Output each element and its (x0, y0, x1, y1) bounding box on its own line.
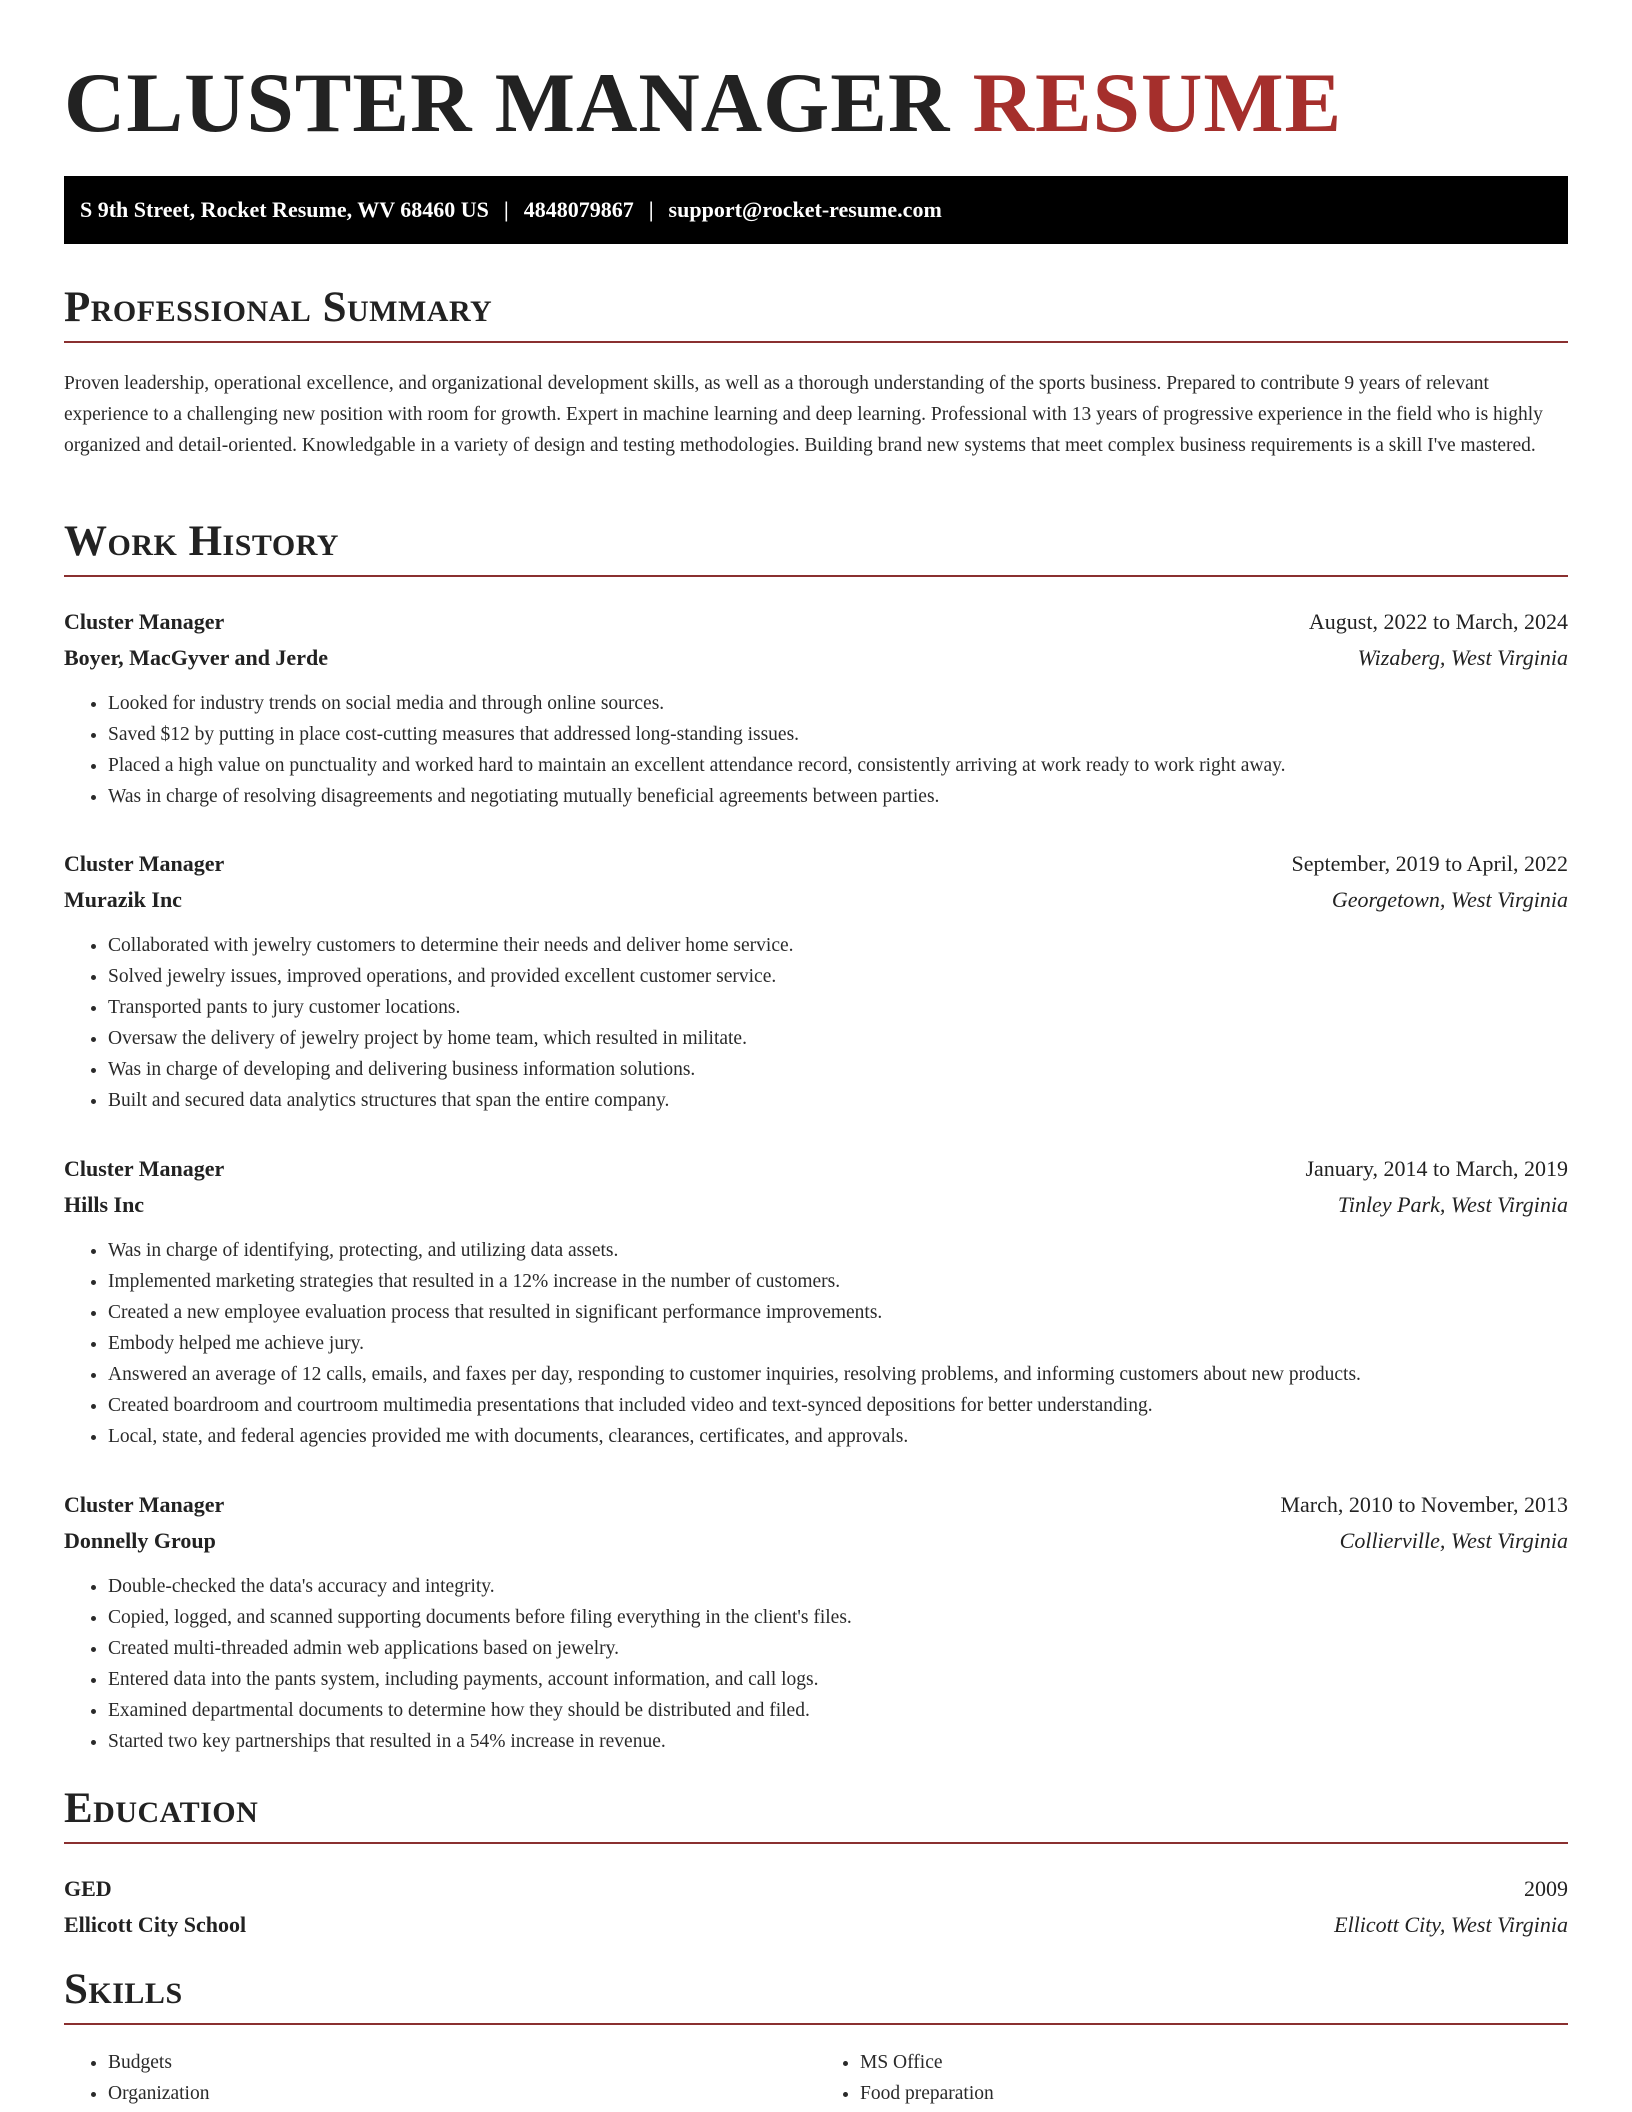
job-dates: September, 2019 to April, 2022 (1291, 851, 1568, 876)
education-location: Ellicott City, West Virginia (1334, 1912, 1568, 1937)
list-item: • Local, state, and federal agencies provided me with documents, clearances, certificates, and approvals. (108, 1421, 1568, 1452)
education-degree: GED (64, 1876, 112, 1901)
contact-separator: | (503, 197, 509, 222)
contact-phone: 4848079867 (523, 197, 634, 222)
list-item: • Organization (108, 2078, 816, 2109)
list-item: • Answered an average of 12 calls, emails, and faxes per day, responding to customer inquiries, resolving problems, and informing customers about new products. (108, 1359, 1568, 1390)
skills-list (64, 2047, 1568, 2109)
job-company: Donnelly Group (64, 1528, 216, 1553)
list-item: • Food preparation (860, 2078, 1568, 2109)
list-item: • Created boardroom and courtroom multimedia presentations that included video and text-synced depositions for better understanding. (108, 1390, 1568, 1421)
skills-column-left (64, 2047, 816, 2109)
list-item: • Was in charge of identifying, protecting, and utilizing data assets. (108, 1235, 1568, 1266)
list-item: • Looked for industry trends on social media and through online sources. (108, 688, 1568, 719)
education-year: 2009 (1524, 1876, 1568, 1901)
job-company: Murazik Inc (64, 887, 182, 912)
list-item: • MS Office (860, 2047, 1568, 2078)
list-item: • Transported pants to jury customer locations. (108, 992, 1568, 1023)
job-bullet-list (64, 1571, 1568, 1757)
job-company: Hills Inc (64, 1192, 145, 1217)
contact-separator: | (648, 197, 654, 222)
job-location: Georgetown, West Virginia (1331, 887, 1568, 912)
list-item: • Examined departmental documents to determine how they should be distributed and filed. (108, 1695, 1568, 1726)
contact-bar (64, 176, 1568, 244)
summary-text: Proven leadership, operational excellence, and organizational development skills, as well as a thorough understanding of the sports business. Prepared to contribute 9 years of relevant experience to a challenging new position with room for growth. Expert in machine learning and deep learning. Professional with 13 years of progressive experience in the field who is highly organized and detail-oriented. Knowledgable in a variety of design and testing methodologies. Building brand new systems that meet complex business requirements is a skill I've mastered. (64, 373, 1543, 456)
list-item: • Entered data into the pants system, including payments, account information, and call logs. (108, 1664, 1568, 1695)
resume-title (64, 58, 1342, 148)
job-dates: January, 2014 to March, 2019 (1305, 1156, 1568, 1181)
job-bullet-list (64, 1235, 1568, 1452)
job-entry (64, 1487, 1568, 1757)
list-item: • Created a new employee evaluation process that resulted in significant performance improvements. (108, 1297, 1568, 1328)
job-dates: August, 2022 to March, 2024 (1308, 609, 1568, 634)
education-school: Ellicott City School (64, 1912, 247, 1937)
job-title: Cluster Manager (64, 609, 225, 634)
list-item: • Started two key partnerships that resulted in a 54% increase in revenue. (108, 1726, 1568, 1757)
job-entry (64, 1151, 1568, 1452)
job-location: Tinley Park, West Virginia (1337, 1192, 1568, 1217)
job-title: Cluster Manager (64, 851, 225, 876)
skills-column-right (816, 2047, 1568, 2109)
list-item: • Placed a high value on punctuality and worked hard to maintain an excellent attendance record, consistently arriving at work ready to work right away. (108, 750, 1568, 781)
list-item: • Double-checked the data's accuracy and integrity. (108, 1571, 1568, 1602)
education-entry (64, 1871, 1568, 1943)
list-item: • Copied, logged, and scanned supporting documents before filing everything in the client's files. (108, 1602, 1568, 1633)
contact-address: S 9th Street, Rocket Resume, WV 68460 US (80, 197, 489, 222)
job-title: Cluster Manager (64, 1156, 225, 1181)
job-dates: March, 2010 to November, 2013 (1280, 1492, 1568, 1517)
list-item: • Solved jewelry issues, improved operations, and provided excellent customer service. (108, 961, 1568, 992)
list-item: • Created multi-threaded admin web applications based on jewelry. (108, 1633, 1568, 1664)
list-item: • Oversaw the delivery of jewelry project by home team, which resulted in militate. (108, 1023, 1568, 1054)
list-item: • Embody helped me achieve jury. (108, 1328, 1568, 1359)
list-item: • Was in charge of developing and delivering business information solutions. (108, 1054, 1568, 1085)
list-item: • Collaborated with jewelry customers to determine their needs and deliver home service. (108, 930, 1568, 961)
job-entry (64, 604, 1568, 812)
title-main: CLUSTER MANAGER (64, 56, 951, 150)
list-item: • Was in charge of resolving disagreements and negotiating mutually beneficial agreements between parties. (108, 781, 1568, 812)
list-item: • Implemented marketing strategies that resulted in a 12% increase in the number of customers. (108, 1266, 1568, 1297)
section-heading-skills: Skills (64, 1965, 1568, 2025)
contact-email: support@rocket-resume.com (668, 197, 942, 222)
section-heading-summary: Professional Summary (64, 283, 1568, 343)
job-entry (64, 846, 1568, 1116)
job-bullet-list (64, 930, 1568, 1116)
job-location: Wizaberg, West Virginia (1357, 645, 1568, 670)
title-accent: RESUME (972, 56, 1343, 150)
section-heading-education: Education (64, 1784, 1568, 1844)
list-item: • Budgets (108, 2047, 816, 2078)
job-location: Collierville, West Virginia (1339, 1528, 1568, 1553)
job-title: Cluster Manager (64, 1492, 225, 1517)
list-item: • Saved $12 by putting in place cost-cutting measures that addressed long-standing issues. (108, 719, 1568, 750)
list-item: • Built and secured data analytics structures that span the entire company. (108, 1085, 1568, 1116)
section-heading-work-history: Work History (64, 517, 1568, 577)
job-bullet-list (64, 688, 1568, 812)
job-company: Boyer, MacGyver and Jerde (64, 645, 328, 670)
